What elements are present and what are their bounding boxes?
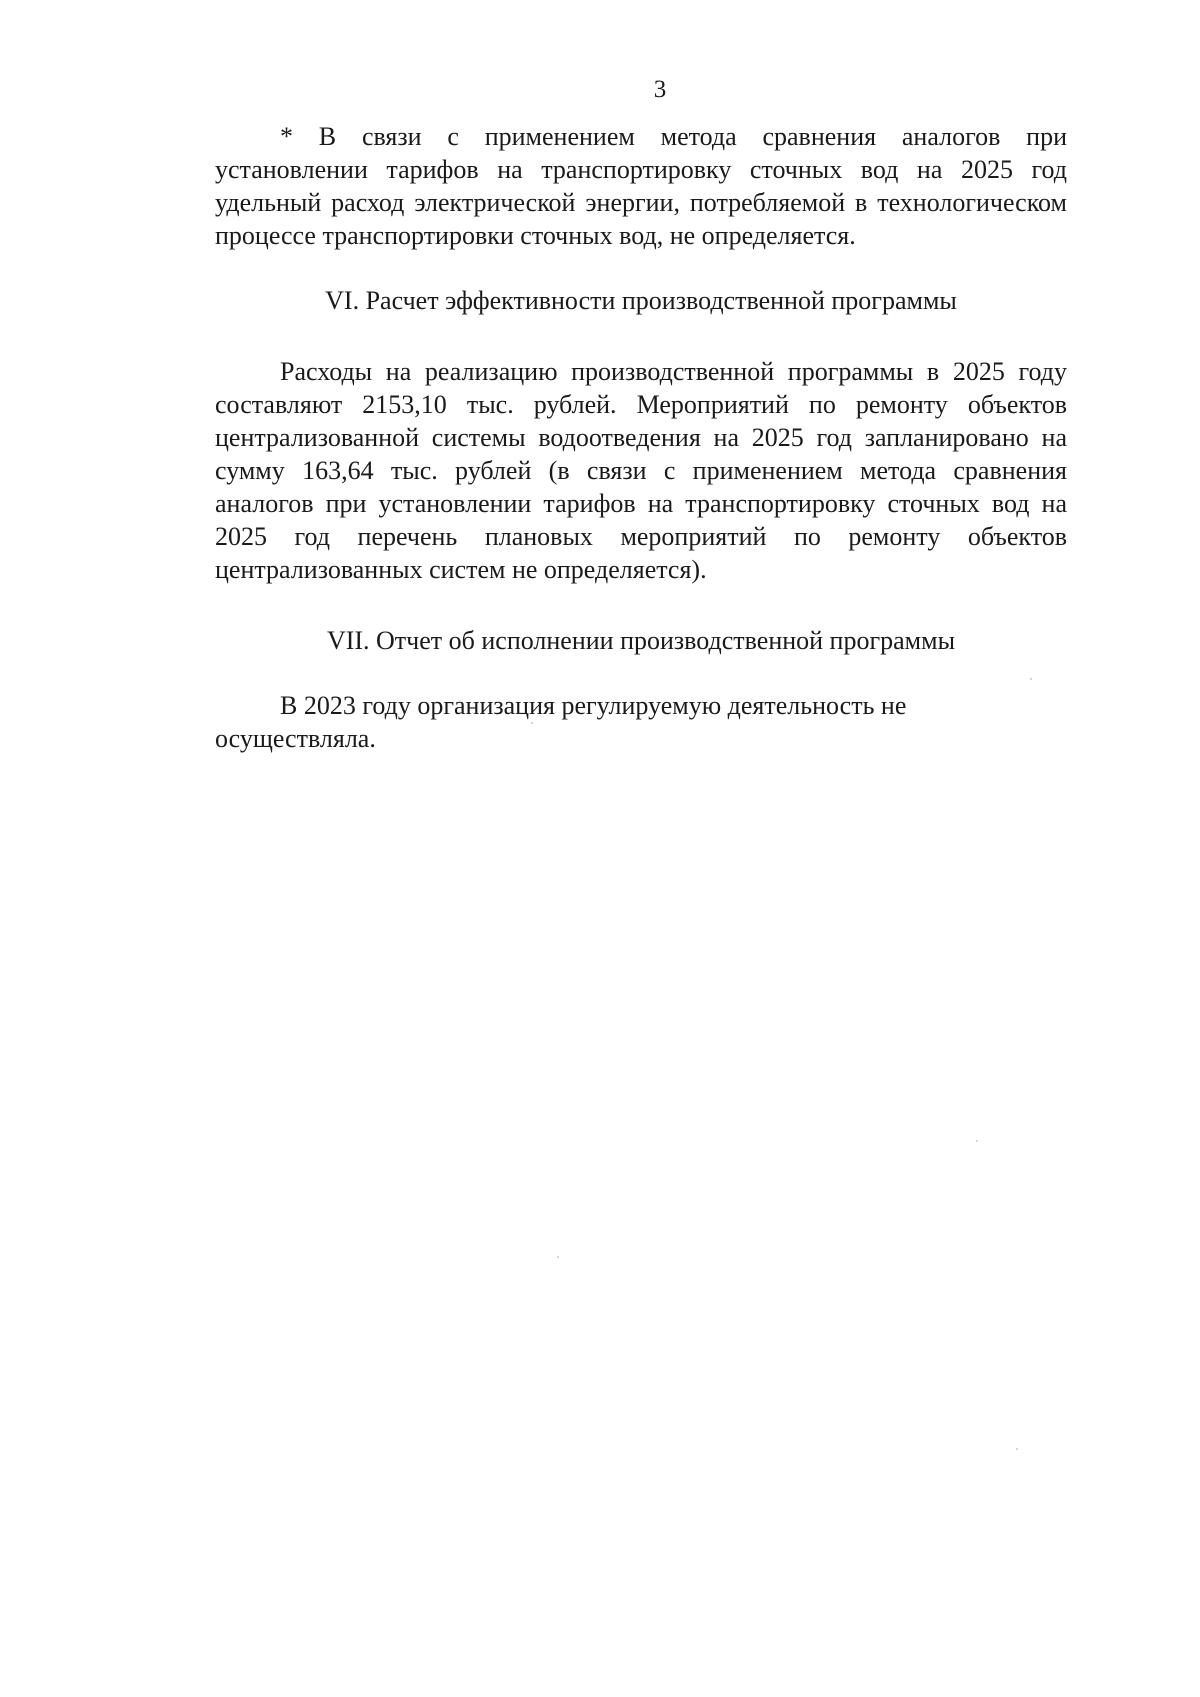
scan-speck xyxy=(976,1140,978,1142)
section-7-heading: VII. Отчет об исполнении производственной программы xyxy=(326,626,956,655)
scan-speck xyxy=(531,722,533,724)
footnote-paragraph: * В связи с применением метода сравнения аналогов при установлении тарифов на транспортировку сточных вод на 2025 год удельный расход электрической энергии, потребляемой в технологическом процессе транспортировки сточных вод, не определяется. xyxy=(215,122,1067,250)
scan-speck xyxy=(557,1256,559,1258)
document-body xyxy=(215,120,1067,755)
page-number: 3 xyxy=(653,76,667,103)
section-6-heading: VI. Расчет эффективности производственной программы xyxy=(325,286,957,315)
section-7-paragraph: В 2023 году организация регулируемую деятельность не осуществляла. xyxy=(215,691,907,753)
scan-speck xyxy=(1016,1448,1018,1450)
scan-speck xyxy=(1030,678,1032,680)
section-6-paragraph: Расходы на реализацию производственной программы в 2025 году составляют 2153,10 тыс. рублей. Мероприятий по ремонту объектов централизованной системы водоотведения на 2025 год запланировано на сумму 163,64 тыс. рублей (в связи с применением метода сравнения аналогов при установлении тарифов на транспортировку сточных вод на 2025 год перечень плановых мероприятий по ремонту объектов централизованных систем не определяется). xyxy=(215,357,1067,584)
